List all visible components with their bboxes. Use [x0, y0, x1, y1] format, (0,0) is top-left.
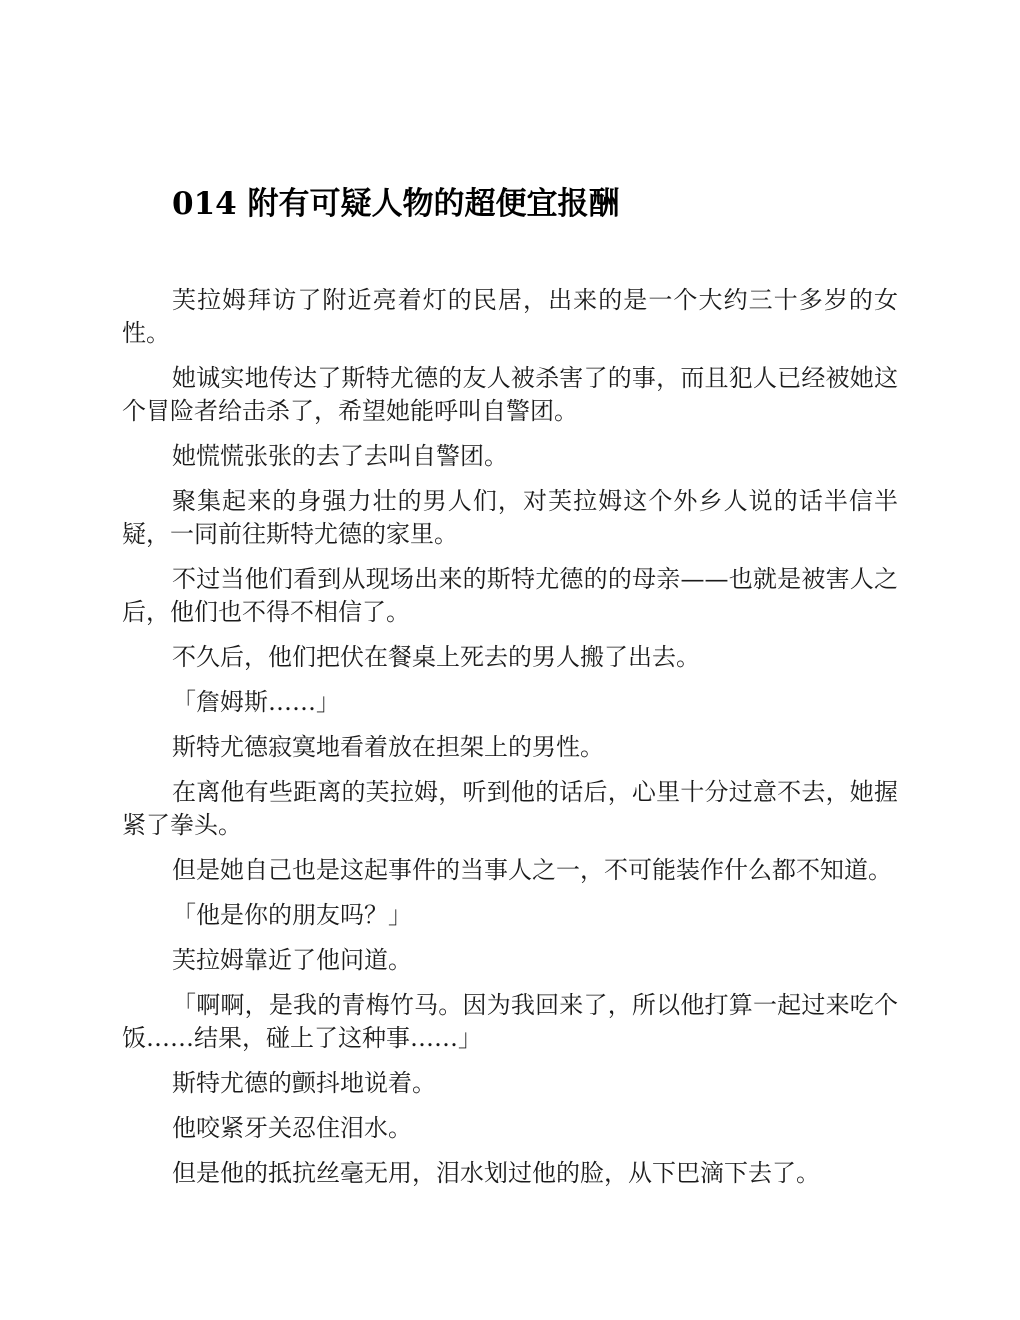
paragraph: 芙拉姆拜访了附近亮着灯的民居，出来的是一个大约三十多岁的女性。	[122, 286, 898, 347]
chapter-title: 014 附有可疑人物的超便宜报酬	[172, 186, 620, 222]
paragraph: 她慌慌张张的去了去叫自警团。	[172, 442, 508, 470]
body-text	[122, 284, 898, 1202]
paragraph: 她诚实地传达了斯特尤德的友人被杀害了的事，而且犯人已经被她这个冒险者给击杀了，希望她能呼叫自警团。	[122, 364, 898, 425]
paragraph: 在离他有些距离的芙拉姆，听到他的话后，心里十分过意不去，她握紧了拳头。	[122, 778, 898, 839]
paragraph: 斯特尤德寂寞地看着放在担架上的男性。	[172, 733, 604, 761]
paragraph: 斯特尤德的颤抖地说着。	[172, 1069, 436, 1097]
paragraph: 不过当他们看到从现场出来的斯特尤德的的母亲——也就是被害人之后，他们也不得不相信了。	[122, 565, 898, 626]
dialogue-paragraph: 「他是你的朋友吗？」	[172, 901, 412, 929]
dialogue-paragraph: 「啊啊，是我的青梅竹马。因为我回来了，所以他打算一起过来吃个饭……结果，碰上了这种事……」	[122, 991, 898, 1052]
dialogue-paragraph: 「詹姆斯……」	[172, 688, 340, 716]
paragraph: 聚集起来的身强力壮的男人们，对芙拉姆这个外乡人说的话半信半疑，一同前往斯特尤德的家里。	[122, 487, 898, 548]
paragraph: 不久后，他们把伏在餐桌上死去的男人搬了出去。	[172, 643, 700, 671]
paragraph: 但是他的抵抗丝毫无用，泪水划过他的脸，从下巴滴下去了。	[172, 1159, 820, 1187]
paragraph: 芙拉姆靠近了他问道。	[172, 946, 412, 974]
paragraph: 他咬紧牙关忍住泪水。	[172, 1114, 412, 1142]
paragraph: 但是她自己也是这起事件的当事人之一，不可能装作什么都不知道。	[172, 856, 892, 884]
